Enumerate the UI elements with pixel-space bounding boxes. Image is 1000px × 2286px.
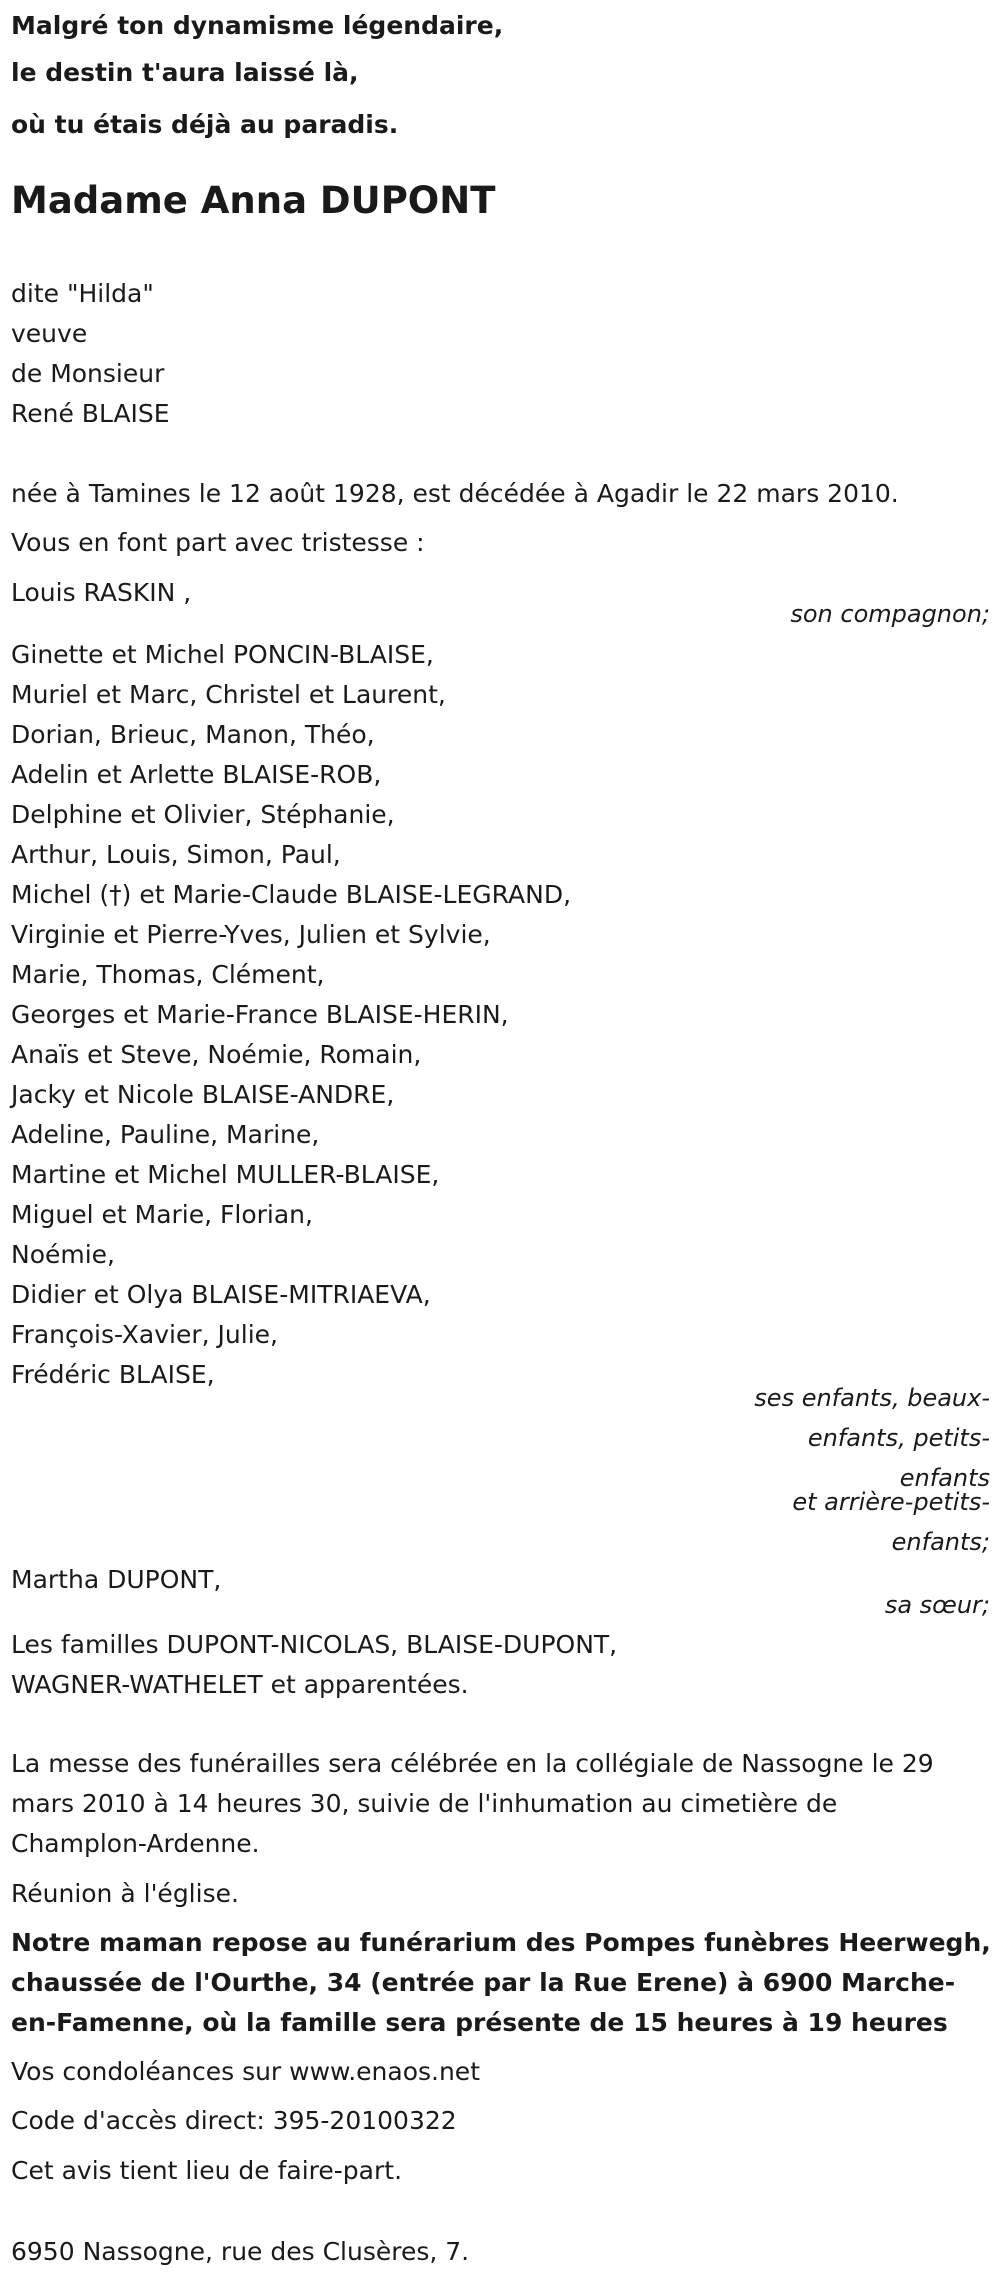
funeral-line-2: mars 2010 à 14 heures 30, suivie de l'inhumation au cimetière de — [11, 1789, 838, 1818]
meeting-text: Réunion à l'église. — [11, 1879, 239, 1908]
family-line: Adeline, Pauline, Marine, — [11, 1120, 320, 1149]
family-line: Didier et Olya BLAISE-MITRIAEVA, — [11, 1280, 431, 1309]
family-line: Delphine et Olivier, Stéphanie, — [11, 800, 395, 829]
family-role-line: ses enfants, beaux- — [754, 1384, 990, 1412]
family-line: Muriel et Marc, Christel et Laurent, — [11, 680, 446, 709]
notice-text: Cet avis tient lieu de faire-part. — [11, 2156, 403, 2185]
poem-line-1: Malgré ton dynamisme légendaire, — [11, 11, 504, 40]
family-line: Jacky et Nicole BLAISE-ANDRE, — [11, 1080, 395, 1109]
poem-line-2: le destin t'aura laissé là, — [11, 58, 359, 87]
identity-line-3: de Monsieur — [11, 359, 165, 388]
identity-line-1: dite "Hilda" — [11, 279, 154, 308]
family-line: François-Xavier, Julie, — [11, 1320, 278, 1349]
family-line: Georges et Marie-France BLAISE-HERIN, — [11, 1000, 509, 1029]
family-line: Virginie et Pierre-Yves, Julien et Sylvie, — [11, 920, 491, 949]
family-line: Martine et Michel MULLER-BLAISE, — [11, 1160, 440, 1189]
access-code-text: Code d'accès direct: 395-20100322 — [11, 2106, 457, 2135]
family-line: Marie, Thomas, Clément, — [11, 960, 325, 989]
funeral-line-1: La messe des funérailles sera célébrée en la collégiale de Nassogne le 29 — [11, 1749, 934, 1778]
identity-line-4: René BLAISE — [11, 399, 170, 428]
family-line: Michel (†) et Marie-Claude BLAISE-LEGRAND, — [11, 880, 572, 909]
families-line-2: WAGNER-WATHELET et apparentées. — [11, 1670, 469, 1699]
repose-line-2: chaussée de l'Ourthe, 34 (entrée par la Rue Erene) à 6900 Marche- — [11, 1968, 956, 1997]
family-role-line: et arrière-petits- — [792, 1488, 990, 1516]
sister-role: sa sœur; — [884, 1591, 990, 1619]
family-role-line: enfants — [899, 1464, 990, 1492]
funeral-line-3: Champlon-Ardenne. — [11, 1829, 260, 1858]
address-text: 6950 Nassogne, rue des Clusères, 7. — [11, 2237, 470, 2266]
family-role-line: enfants; — [891, 1528, 990, 1556]
family-line: Arthur, Louis, Simon, Paul, — [11, 840, 341, 869]
companion-name: Louis RASKIN , — [11, 578, 192, 607]
poem-line-3: où tu étais déjà au paradis. — [11, 110, 399, 139]
intro-text: Vous en font part avec tristesse : — [11, 528, 425, 557]
family-line: Frédéric BLAISE, — [11, 1360, 215, 1389]
identity-line-2: veuve — [11, 319, 88, 348]
sister-name: Martha DUPONT, — [11, 1565, 222, 1594]
families-line-1: Les familles DUPONT-NICOLAS, BLAISE-DUPONT, — [11, 1630, 618, 1659]
family-line: Dorian, Brieuc, Manon, Théo, — [11, 720, 375, 749]
condolences-text: Vos condoléances sur www.enaos.net — [11, 2057, 480, 2086]
family-line: Noémie, — [11, 1240, 116, 1269]
repose-line-1: Notre maman repose au funérarium des Pompes funèbres Heerwegh, — [11, 1928, 991, 1957]
family-line: Adelin et Arlette BLAISE-ROB, — [11, 760, 382, 789]
family-role-line: enfants, petits- — [807, 1424, 990, 1452]
deceased-title: Madame Anna DUPONT — [11, 179, 496, 222]
family-line: Anaïs et Steve, Noémie, Romain, — [11, 1040, 422, 1069]
family-line: Miguel et Marie, Florian, — [11, 1200, 313, 1229]
family-line: Ginette et Michel PONCIN-BLAISE, — [11, 640, 434, 669]
repose-line-3: en-Famenne, où la famille sera présente de 15 heures à 19 heures — [11, 2008, 948, 2037]
companion-role: son compagnon; — [790, 600, 990, 628]
birth-death-text: née à Tamines le 12 août 1928, est décédée à Agadir le 22 mars 2010. — [11, 479, 899, 508]
